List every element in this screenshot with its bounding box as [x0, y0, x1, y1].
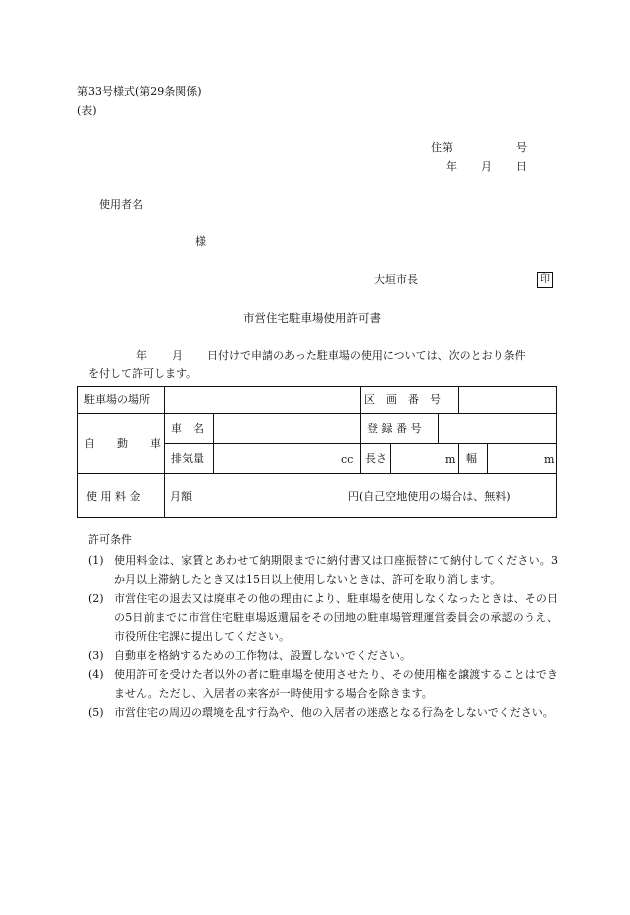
condition-text: 使用許可を受けた者以外の者に駐車場を使用させたり、その使用権を譲渡することはできません。ただし、入居者の来客が一時使用する場合を除きます。	[114, 668, 558, 700]
user-name-label: 使用者名	[99, 198, 143, 211]
conditions-title: 許可条件	[88, 533, 132, 546]
parking-location-label: 駐車場の場所	[84, 393, 150, 406]
condition-item	[88, 703, 558, 722]
condition-item	[88, 665, 558, 703]
usage-fee-label: 使 用 料 金	[86, 490, 141, 503]
displacement-label: 排気量	[171, 452, 204, 465]
condition-number: (2)	[88, 592, 104, 605]
honorific: 様	[195, 235, 206, 248]
date-year: 年	[446, 160, 457, 173]
date-day: 日	[516, 160, 527, 173]
condition-text: 使用料金は、家賃とあわせて納期限までに納付書又は口座振替にて納付してください。3か月以上滞納したとき又は15日以上使用しないときは、許可を取り消します。	[114, 554, 558, 586]
condition-item	[88, 589, 558, 646]
cc-unit: cc	[341, 453, 354, 466]
condition-text: 市営住宅の退去又は廃車その他の理由により、駐車場を使用しなくなったときは、その日の5日前までに市営住宅駐車場返還届をその団地の駐車場管理運営委員会の承認のうえ、市役所住宅課に提出してください。	[114, 592, 558, 643]
registration-number-label: 登 録 番 号	[367, 422, 422, 435]
width-label: 幅	[466, 452, 477, 465]
car-name-label: 車 名	[171, 422, 204, 435]
document-title: 市営住宅駐車場使用許可書	[243, 311, 381, 325]
condition-item	[88, 646, 558, 665]
issuer-name: 大垣市長	[374, 273, 418, 286]
condition-number: (3)	[88, 649, 104, 662]
condition-number: (4)	[88, 668, 104, 681]
condition-number: (1)	[88, 554, 104, 567]
condition-item	[88, 551, 558, 589]
permit-conditions	[88, 530, 558, 722]
document-number-prefix: 住第	[431, 141, 453, 154]
condition-number: (5)	[88, 706, 104, 719]
form-side-label: (表)	[77, 104, 97, 117]
monthly-label: 月額	[170, 490, 192, 503]
document-number-suffix: 号	[516, 141, 527, 154]
form-number: 第33号様式(第29条関係)	[77, 85, 202, 98]
date-month: 月	[481, 160, 492, 173]
intro-year: 年	[136, 349, 147, 362]
fee-note: 円(自己空地使用の場合は、無料)	[348, 490, 511, 503]
vehicle-label: 自 動 車	[84, 437, 161, 450]
condition-text: 自動車を格納するための工作物は、設置しないでください。	[114, 649, 411, 662]
block-number-label: 区 画 番 号	[364, 393, 441, 406]
intro-line-2: を付して許可します。	[88, 367, 198, 380]
condition-text: 市営住宅の周辺の環境を乱す行為や、他の入居者の迷惑となる行為をしないでください。	[114, 706, 554, 719]
intro-line-1: 日付けで申請のあった駐車場の使用については、次のとおり条件	[207, 349, 526, 362]
length-m-unit: m	[445, 453, 456, 466]
permit-table	[77, 386, 557, 518]
length-label: 長さ	[365, 452, 387, 465]
seal-mark: 印	[537, 272, 553, 288]
intro-month: 月	[172, 349, 183, 362]
width-m-unit: m	[544, 453, 555, 466]
